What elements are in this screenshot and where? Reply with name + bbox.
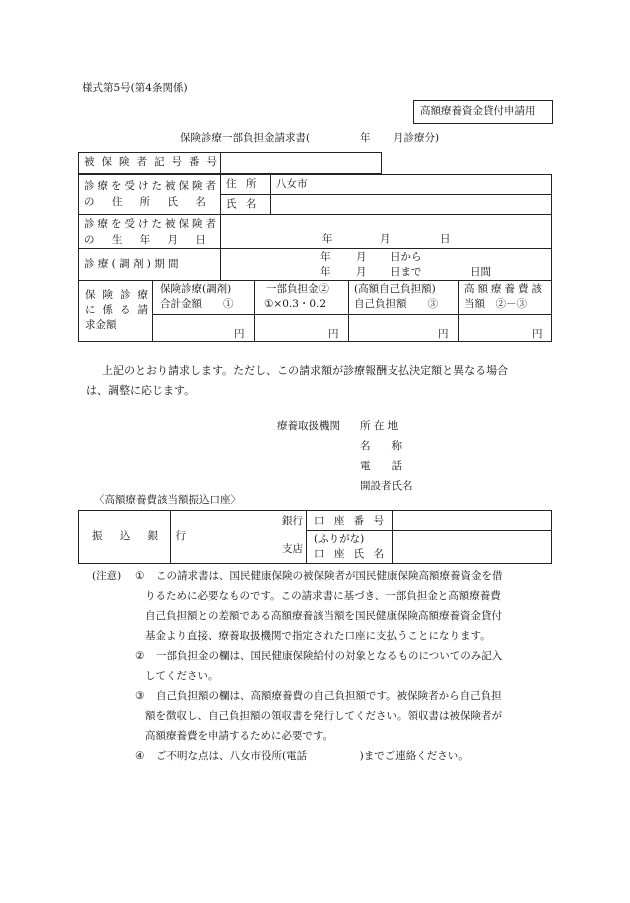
col-selfpay-label-1: (高額自己負担額) xyxy=(354,283,436,295)
note-2-num: ② xyxy=(135,650,145,662)
address-name-label-1: 診療を受けた被保険者 xyxy=(84,180,219,192)
col-benefit-label-2: 当額 ②－③ xyxy=(464,298,527,310)
furigana-label: (ふりがな) xyxy=(314,533,365,545)
birth-label-2: の 生 年 月 日 xyxy=(84,234,213,246)
col-copay-label-1: 一部負担金② xyxy=(266,283,329,295)
col-total-label-2: 合計金額 ① xyxy=(160,298,234,310)
form-number: 様式第5号(第4条関係) xyxy=(82,82,188,94)
amount-label-3: 求金額 xyxy=(85,319,117,331)
institution-name: 名 称 xyxy=(360,440,402,452)
col-benefit-label-1: 高額療養費該 xyxy=(464,283,545,295)
application-type-label: 高額療養資金貸付申請用 xyxy=(420,105,536,117)
note-1-num: ① xyxy=(135,570,145,582)
note-3-line-1: 自己負担額の欄は、高額療養費の自己負担額です。被保険者から自己負担 xyxy=(156,690,502,702)
period-to-day: 日まで xyxy=(390,266,422,278)
yen-total: 円 xyxy=(234,328,245,340)
period-days: 日間 xyxy=(470,266,491,278)
period-from-month: 月 xyxy=(356,251,367,263)
form-title-prefix: 保険診療一部負担金請求書( xyxy=(180,132,311,144)
note-2-line-1: 一部負担金の欄は、国民健康保険給付の対象となるものについてのみ記入 xyxy=(156,650,503,662)
period-to-month: 月 xyxy=(356,266,367,278)
col-total-label-1: 保険診療(調剤) xyxy=(160,283,232,295)
account-number-label: 口 座 番 号 xyxy=(314,515,388,527)
birth-label-1: 診療を受けた被保険者 xyxy=(84,218,219,230)
note-3-line-3: 高額療養費を申請するために必要です。 xyxy=(145,730,334,742)
institution-location: 所 在 地 xyxy=(360,420,399,432)
bank-label: 振 込 銀 行 xyxy=(92,530,194,542)
name-field[interactable] xyxy=(271,195,551,213)
form-title-year: 年 xyxy=(360,132,371,144)
address-name-label-2: の 住 所 氏 名 xyxy=(84,196,213,208)
account-name-label: 口 座 氏 名 xyxy=(314,548,388,560)
yen-copay: 円 xyxy=(328,328,339,340)
period-label: 診 療 ( 調 剤 ) 期 間 xyxy=(84,258,179,270)
bank-suffix: 銀行 xyxy=(282,515,303,527)
yen-benefit: 円 xyxy=(532,328,543,340)
name-label: 氏 名 xyxy=(226,198,260,210)
address-value[interactable]: 八女市 xyxy=(276,178,308,190)
notes-heading: (注意) xyxy=(92,570,122,582)
insured-number-field[interactable] xyxy=(221,153,381,173)
institution-label: 療養取扱機関 xyxy=(277,420,340,432)
form-title-suffix: 月診療分) xyxy=(393,132,440,144)
amount-label-1: 保険診療 xyxy=(85,289,155,301)
note-2-line-2: してください。 xyxy=(145,670,219,682)
note-1-line-2: りるために必要なものです。この請求書に基づき、一部負担金と高額療養費 xyxy=(145,590,501,602)
note-3-line-2: 額を徴収し、自己負担額の領収書を発行してください。領収書は被保険者が xyxy=(145,710,502,722)
insured-number-label: 被保険者記号番号 xyxy=(84,156,224,168)
bank-name-field[interactable] xyxy=(171,511,277,563)
col-selfpay-label-2: 自己負担額 ③ xyxy=(354,298,438,310)
note-4-num: ④ xyxy=(135,750,145,762)
statement-line-1: 上記のとおり請求します。ただし、この請求額が診療報酬支払決定額と異なる場合 xyxy=(102,364,509,377)
period-from-year: 年 xyxy=(320,251,331,263)
statement-line-2: は、調整に応じます。 xyxy=(86,384,196,397)
institution-phone: 電 話 xyxy=(360,460,402,472)
note-1-line-1: この請求書は、国民健康保険の被保険者が国民健康保険高額療養資金を借 xyxy=(156,570,503,582)
birth-day: 日 xyxy=(440,233,451,245)
branch-suffix: 支店 xyxy=(282,543,303,555)
period-from-day: 日から xyxy=(390,251,422,263)
account-name-field[interactable] xyxy=(393,531,551,563)
birth-year: 年 xyxy=(322,233,333,245)
amount-label-2: に係る請 xyxy=(85,304,155,316)
note-1-line-4: 基金より直接、療養取扱機関で指定された口座に支払うことになります。 xyxy=(145,630,491,642)
period-to-year: 年 xyxy=(320,266,331,278)
address-label: 住 所 xyxy=(226,178,260,190)
account-number-field[interactable] xyxy=(393,511,551,529)
bank-section-title: 〈高額療養費該当額振込口座〉 xyxy=(94,494,241,506)
col-copay-label-2: ①×0.3・0.2 xyxy=(264,298,327,310)
note-1-line-3: 自己負担額との差額である高額療養該当額を国民健康保険高額療養資金貸付 xyxy=(145,610,502,622)
yen-selfpay: 円 xyxy=(438,328,449,340)
note-3-num: ③ xyxy=(135,690,145,702)
birth-month: 月 xyxy=(380,233,391,245)
note-4-line-1: ご不明な点は、八女市役所(電話 )までご連絡ください。 xyxy=(156,750,469,762)
institution-founder: 開設者氏名 xyxy=(360,480,413,492)
